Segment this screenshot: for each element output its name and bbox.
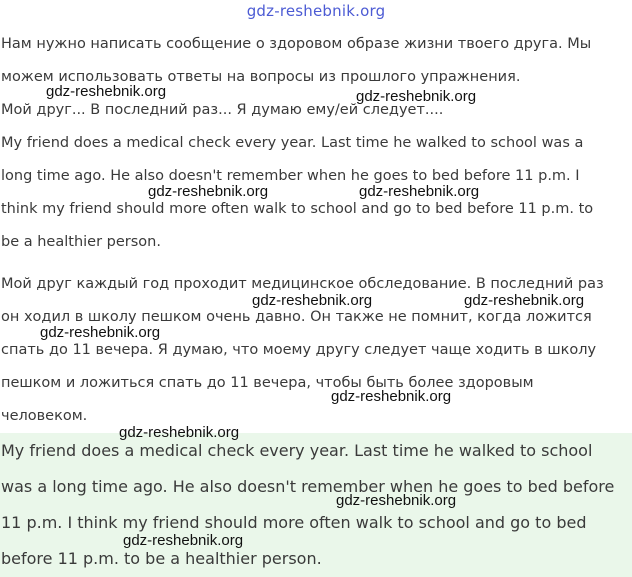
watermark-text: gdz-reshebnik.org xyxy=(336,492,457,509)
answer-line: My friend does a medical check every year. Last time he walked to school xyxy=(1,441,593,460)
russian-line: он ходил в школу пешком очень давно. Он также не помнит, когда ложится xyxy=(1,309,592,325)
watermark-text: gdz-reshebnik.org xyxy=(359,183,480,200)
russian-line: Мой друг каждый год проходит медицинское обследование. В последний раз xyxy=(1,276,604,292)
watermark-text: gdz-reshebnik.org xyxy=(148,183,269,200)
intro-line: Нам нужно написать сообщение о здоровом образе жизни твоего друга. Мы xyxy=(1,36,592,52)
answer-line: 11 p.m. I think my friend should more often walk to school and go to bed xyxy=(1,513,587,532)
prompt-line: Мой друг... В последний раз... Я думаю ему/ей следует.... xyxy=(1,102,444,118)
watermark-text: gdz-reshebnik.org xyxy=(40,324,161,341)
english-line: My friend does a medical check every year. Last time he walked to school was a xyxy=(1,135,584,151)
english-line: think my friend should more often walk to school and go to bed before 11 p.m. to xyxy=(1,201,594,217)
intro-line: можем использовать ответы на вопросы из прошлого упражнения. xyxy=(1,69,521,85)
russian-line: спать до 11 вечера. Я думаю, что моему другу следует чаще ходить в школу xyxy=(1,342,597,358)
answer-line: was a long time ago. He also doesn't remember when he goes to bed before xyxy=(1,477,615,496)
watermark-text: gdz-reshebnik.org xyxy=(119,424,240,441)
watermark-text: gdz-reshebnik.org xyxy=(464,292,585,309)
watermark-text: gdz-reshebnik.org xyxy=(123,532,244,549)
watermark-text: gdz-reshebnik.org xyxy=(252,292,373,309)
english-line: be a healthier person. xyxy=(1,234,161,250)
answer-line: before 11 p.m. to be a healthier person. xyxy=(1,549,322,568)
english-line: long time ago. He also doesn't remember when he goes to bed before 11 p.m. I xyxy=(1,168,580,184)
site-header-watermark: gdz-reshebnik.org xyxy=(246,2,386,20)
answer-paragraph xyxy=(1,433,614,577)
watermark-text: gdz-reshebnik.org xyxy=(46,83,167,100)
russian-line: пешком и ложиться спать до 11 вечера, чтобы быть более здоровым xyxy=(1,375,534,391)
watermark-text: gdz-reshebnik.org xyxy=(356,88,477,105)
english-paragraph xyxy=(1,127,593,259)
watermark-text: gdz-reshebnik.org xyxy=(331,388,452,405)
russian-line: человеком. xyxy=(1,408,88,424)
